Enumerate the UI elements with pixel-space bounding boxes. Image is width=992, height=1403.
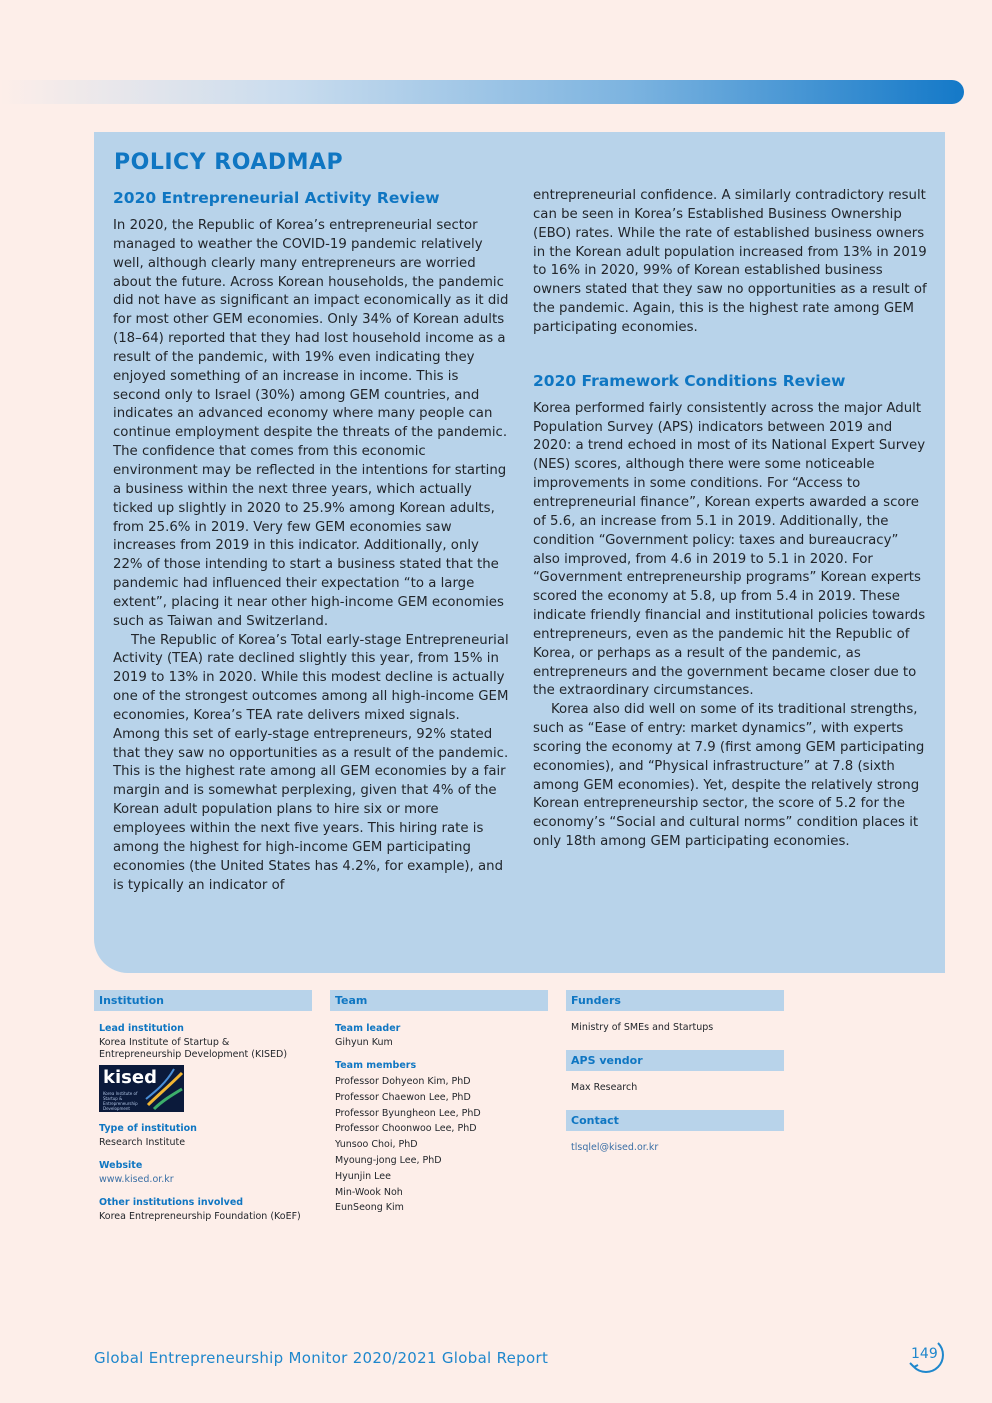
activity-paragraph-2: The Republic of Korea’s Total early-stage Entrepreneurial Activity (TEA) rate declined slightly this year, from 15% in 2019 to 13% in 2020. While this modest decline is actually one of the strongest outcomes among all high-income GEM economies, Korea’s TEA rate delivers mixed signals. Among this set of early-stage entrepreneurs, 92% stated that they saw no opportunities as a result of the pandemic. This is the highest rate among all GEM economies by a fair margin and is somewhat perplexing, given that 4% of the Korean adult population plans to hire six or more employees within the next five years. This hiring rate is among the highest for high-income GEM participating economies (the United States has 4.2%, for example), and is typically an indicator of [113,632,509,893]
activity-paragraph-1: In 2020, the Republic of Korea’s entrepreneurial sector managed to weather the COVID-19 pandemic relatively well, although clearly many entrepreneurs are worried about the future. Across Korean households, the pandemic did not have as significant an impact economically as it did for most other GEM economies. Only 34% of Korean adults (18–64) reported that they had lost household income as a result of the pandemic, with 19% even indicating they enjoyed something of an increase in income. This is second only to Israel (30%) among GEM countries, and indicates an advanced economy where many people can continue employment despite the threats of the pandemic. The confidence that comes from this economic environment may be reflected in the intentions for starting a business within the next three years, which actually ticked up slightly in 2020 to 25.9% among Korean adults, from 25.6% in 2019. Very few GEM economies saw increases from 2019 in this indicator. Additionally, only 22% of those intending to start a business stated that the pandemic had influenced their expectation “to a large extent”, placing it near other high-income GEM economies such as Taiwan and Switzerland. [113,218,509,629]
team-member: Professor Dohyeon Kim, PhD [335,1076,471,1087]
page-number: 149 [911,1346,938,1362]
team-heading: Team [330,990,548,1011]
team-member: EunSeong Kim [335,1202,404,1214]
kised-logo [99,1065,184,1112]
policy-roadmap-title: POLICY ROADMAP [114,150,344,175]
framework-paragraph-1: Korea performed fairly consistently across the major Adult Population Survey (APS) indicators between 2019 and 2020: a trend echoed in most of its National Expert Survey (NES) scores, although there were some noticeable improvements in some conditions. For “Access to entrepreneurial finance”, Korean experts awarded a score of 5.6, an increase from 5.1 in 2019. Additionally, the condition “Government policy: taxes and bureaucracy” also improved, from 4.6 in 2019 to 5.1 in 2020. For “Government entrepreneurship programs” Korean experts scored the economy at 5.8, up from 5.4 in 2019. These indicate friendly financial and institutional policies towards entrepreneurs, even as the pandemic hit the Republic of Korea, or perhaps as a result of the pandemic, as entrepreneurs and the government became closer due to the extraordinary circumstances. [533,400,926,699]
team-member: Yunsoo Choi, PhD [335,1139,418,1151]
footer-report-title: Global Entrepreneurship Monitor 2020/2021 Global Report [94,1349,549,1367]
team-member: Professor Choonwoo Lee, PhD [335,1123,477,1135]
header-gradient-bar [0,80,964,104]
type-of-institution-label: Type of institution [99,1123,197,1134]
team-leader-value: Gihyun Kum [335,1037,393,1048]
roadmap-left-column [113,188,510,895]
institution-section [94,990,312,1233]
roadmap-right-column [533,187,927,852]
aps-vendor-heading: APS vendor [566,1050,784,1071]
website-label: Website [99,1160,143,1171]
funders-section [566,990,784,1164]
framework-review-heading: 2020 Framework Conditions Review [533,371,846,390]
team-member: Min-Wook Noh [335,1186,403,1198]
team-member: Professor Byungheon Lee, PhD [335,1107,481,1119]
contact-heading: Contact [566,1110,784,1131]
team-leader-label: Team leader [335,1023,401,1034]
funders-heading: Funders [566,990,784,1011]
activity-review-heading: 2020 Entrepreneurial Activity Review [113,189,440,207]
other-institutions-label: Other institutions involved [99,1197,244,1208]
page-number-badge [908,1339,946,1373]
aps-vendor-value: Max Research [571,1082,638,1093]
website-link[interactable]: www.kised.or.kr [99,1174,174,1185]
policy-roadmap-panel [94,132,945,973]
framework-paragraph-2: Korea also did well on some of its traditional strengths, such as “Ease of entry: market dynamics”, with experts scoring the economy at 7.9 (first among GEM participating economies), and “Physical infrastructure” at 7.8 (sixth among GEM economies). Yet, despite the relatively strong Korean entrepreneurship sector, the score of 5.2 for the economy’s “Social and cultural norms” condition places it only 18th among GEM participating economies. [533,702,925,850]
kised-logo-subtitle: Korea Institute of Startup & Entrepreneurship Development [103,1091,138,1111]
lead-institution-label: Lead institution [99,1023,184,1034]
team-members-label: Team members [335,1060,417,1071]
kised-logo-word: kised [103,1067,157,1088]
lead-institution-value: Korea Institute of Startup & Entrepreneurship Development (KISED) [99,1037,288,1060]
team-section [330,990,548,1216]
kised-swoosh-graphic [144,1065,184,1112]
contact-email-link[interactable]: tlsqlel@kised.or.kr [571,1142,659,1153]
team-member: Professor Chaewon Lee, PhD [335,1091,471,1103]
team-members-list [330,1074,548,1216]
other-institutions-value: Korea Entrepreneurship Foundation (KoEF) [99,1211,301,1222]
team-member: Myoung-jong Lee, PhD [335,1154,442,1166]
activity-paragraph-2-continued: entrepreneurial confidence. A similarly contradictory result can be seen in Korea’s Established Business Ownership (EBO) rates. While the rate of established business owners in the Korean adult population increased from 13% in 2019 to 16% in 2020, 99% of Korean established business owners stated that they saw no opportunities as a result of the pandemic. Again, this is the highest rate among GEM participating economies. [533,188,927,335]
funders-value: Ministry of SMEs and Startups [571,1022,714,1033]
institution-heading: Institution [94,990,312,1011]
team-member: Hyunjin Lee [335,1170,391,1182]
type-of-institution-value: Research Institute [99,1137,186,1148]
